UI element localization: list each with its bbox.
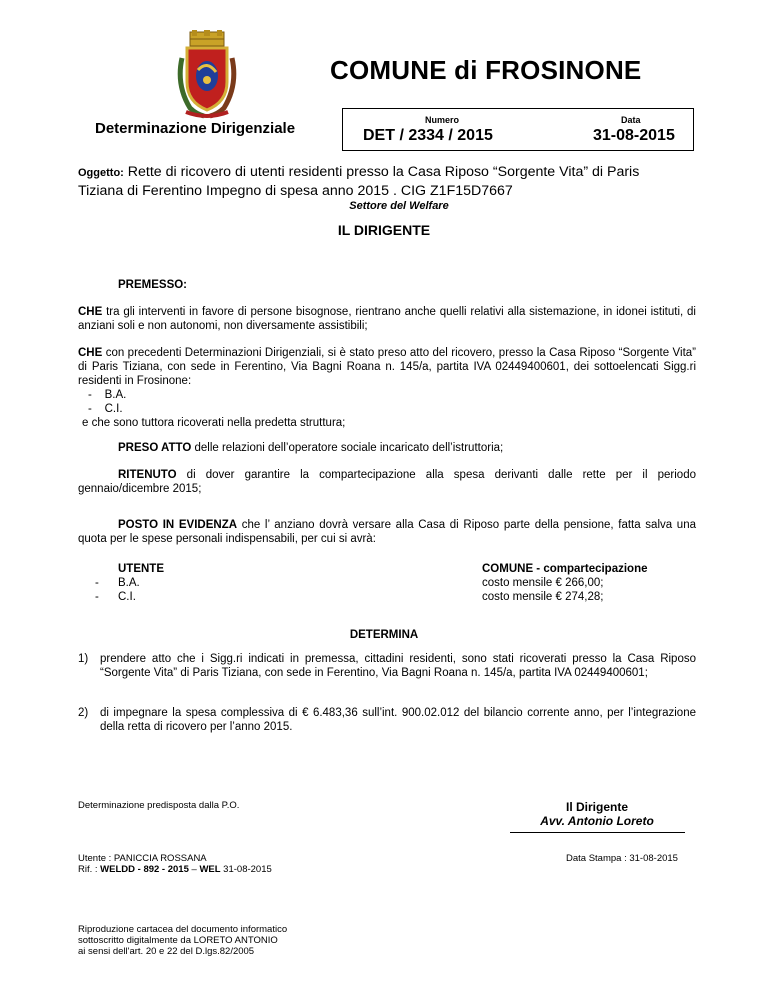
posto-lead: POSTO IN EVIDENZA (118, 519, 238, 531)
numero-label: Numero (425, 115, 460, 125)
preso-atto-lead: PRESO ATTO (118, 442, 192, 454)
section-heading-dirigente: IL DIRIGENTE (337, 222, 431, 238)
table-row-name: B.A. (118, 577, 140, 589)
riproduzione-line-2: sottoscritto digitalmente da LORETO ANTONIO (78, 935, 278, 946)
paragraph-che-1 (78, 305, 696, 333)
data-value: 31-08-2015 (593, 127, 675, 144)
numero-value: DET / 2334 / 2015 (363, 127, 493, 144)
municipality-title: COMUNE di FROSINONE (330, 55, 642, 85)
dirigente-name: Avv. Antonio Loreto (540, 814, 654, 828)
predisposta-text: Determinazione predisposta dalla P.O. (78, 800, 240, 811)
table-row-name: C.I. (118, 591, 136, 603)
preso-atto-text: delle relazioni dell’operatore sociale incaricato dell’istruttoria; (191, 442, 504, 454)
che-2-text: con precedenti Determinazioni Dirigenziali, si è stato preso atto del ricovero, presso la Casa Riposo “Sorgente Vita” di Paris Tiziana, con sede in Ferentino, Via Bagni Roana n. 145/a, partita IVA 02449400601, dei sottoelencati Sigg.ri residenti in Frosinone: (78, 347, 696, 387)
subject-block (78, 163, 698, 200)
ritenuto-lead: RITENUTO (118, 469, 177, 481)
determina-item-2: 2) di impegnare la spesa complessiva di € 6.483,36 sull’int. 900.02.012 del bilancio corrente anno, per l’integrazione della retta di ricovero per l’anno 2015. (78, 707, 696, 733)
tuttora-text: e che sono tuttora ricoverati nella predetta struttura; (82, 417, 346, 429)
determina-heading: DETERMINA (349, 629, 419, 641)
utente-text: Utente : PANICCIA ROSSANA (78, 853, 207, 864)
subject-line-2: Tiziana di Ferentino Impegno di spesa anno 2015 . CIG Z1F15D7667 (78, 183, 513, 199)
subject-line-1: Rette di ricovero di utenti residenti presso la Casa Riposo “Sorgente Vita” di Paris (127, 164, 640, 180)
city-crest-logo (176, 30, 238, 120)
list-item: - C.I. (88, 403, 123, 415)
list-item: - B.A. (88, 389, 127, 401)
subject-label: Oggetto: (78, 167, 124, 179)
data-label: Data (621, 115, 641, 125)
paragraph-posto-in-evidenza (78, 518, 696, 546)
che-1-text: tra gli interventi in favore di persone bisognose, rientrano anche quelli relativi alla sistemazione, in idonei istituti, di anziani soli e non autonomi, non diversamente assistibili; (78, 306, 696, 332)
ritenuto-text: di dover garantire la compartecipazione alla spesa derivanti dalle rette per il periodo gennaio/dicembre 2015; (78, 469, 696, 495)
paragraph-preso-atto (118, 441, 696, 455)
rif-text: Rif. : WELDD - 892 - 2015 – WEL 31-08-2015 (78, 864, 272, 875)
paragraph-ritenuto (78, 468, 696, 496)
che-1-lead: CHE (78, 306, 103, 318)
che-2-lead: CHE (78, 347, 103, 359)
document-type: Determinazione Dirigenziale (95, 120, 296, 137)
data-stampa-text: Data Stampa : 31-08-2015 (566, 853, 678, 864)
dirigente-title: Il Dirigente (565, 800, 628, 814)
posto-text: che l’ anziano dovrà versare alla Casa di Riposo parte della pensione, fatta salva una quota per le spese personali indispensabili, per cui si avrà: (78, 519, 696, 545)
table-row-dash: - (95, 591, 99, 603)
table-row-cost: costo mensile € 266,00; (482, 577, 604, 589)
paragraph-che-2 (78, 346, 696, 388)
comune-column-header: COMUNE - compartecipazione (482, 563, 648, 575)
table-row-dash: - (95, 577, 99, 589)
determina-item-1: 1) prendere atto che i Sigg.ri indicati in premessa, cittadini residenti, sono stati ricoverati presso la Casa Riposo “Sorgente Vita” di Paris Tiziana, con sede in Ferentino, Via Bagni Roana n. 145/a, partita IVA 02449400601; (78, 653, 696, 679)
riproduzione-line-1: Riproduzione cartacea del documento informatico (78, 924, 288, 935)
riproduzione-line-3: ai sensi dell'art. 20 e 22 del D.lgs.82/2005 (78, 946, 255, 957)
signature-line (510, 832, 685, 833)
settore-label: Settore del Welfare (349, 200, 449, 212)
utente-column-header: UTENTE (118, 563, 164, 575)
table-row-cost: costo mensile € 274,28; (482, 591, 604, 603)
premesso-heading: PREMESSO: (118, 279, 188, 291)
document-number-box (342, 108, 694, 151)
